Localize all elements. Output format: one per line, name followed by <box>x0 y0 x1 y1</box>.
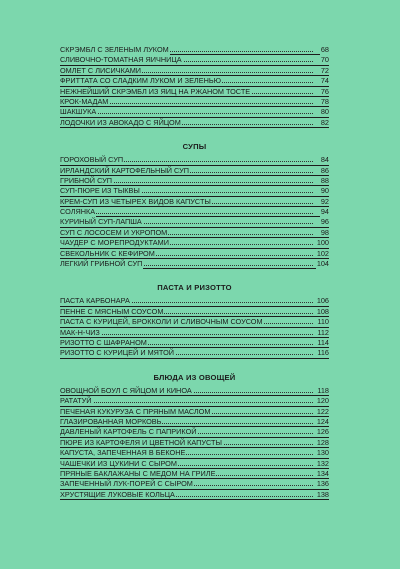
recipe-title: РИЗОТТО С КУРИЦЕЙ И МЯТОЙ <box>60 348 174 358</box>
toc-entry <box>60 328 329 338</box>
recipe-title: ПАСТА С КУРИЦЕЙ, БРОККОЛИ И СЛИВОЧНЫМ СОУСОМ <box>60 317 263 327</box>
page-number: 84 <box>320 155 329 165</box>
recipe-title: ФРИТТАТА СО СЛАДКИМ ЛУКОМ И ЗЕЛЕНЬЮ <box>60 76 222 86</box>
recipe-title: КРЕМ-СУП ИЗ ЧЕТЫРЕХ ВИДОВ КАПУСТЫ <box>60 196 211 206</box>
page-number: 86 <box>320 165 329 175</box>
toc-entry <box>60 97 329 107</box>
page-number: 136 <box>316 479 329 489</box>
toc-entry <box>60 307 329 317</box>
page-number: 74 <box>320 76 329 86</box>
table-of-contents <box>60 45 329 511</box>
toc-entry <box>60 228 329 238</box>
toc-entry <box>60 469 329 479</box>
toc-entry <box>60 348 329 358</box>
page-number: 102 <box>316 248 329 258</box>
recipe-title: ОВОЩНОЙ БОУЛ С ЯЙЦОМ И КИНОА <box>60 385 192 395</box>
page-number: 78 <box>320 96 329 106</box>
page-number: 114 <box>317 337 329 347</box>
page-number: 92 <box>320 196 329 206</box>
toc-entry <box>60 66 329 76</box>
toc-entry <box>60 459 329 469</box>
recipe-title: ХРУСТЯЩИЕ ЛУКОВЫЕ КОЛЬЦА <box>60 489 175 499</box>
toc-entry <box>60 76 329 86</box>
page-number: 134 <box>316 468 329 478</box>
toc-entry <box>60 155 329 165</box>
toc-entry <box>60 438 329 448</box>
recipe-title: СКРЭМБЛ С ЗЕЛЕНЫМ ЛУКОМ <box>60 45 169 54</box>
toc-entry <box>60 417 329 427</box>
page-number: 120 <box>316 396 329 406</box>
recipe-title: ГЛАЗИРОВАННАЯ МОРКОВЬ <box>60 416 162 426</box>
dot-leader <box>64 402 313 403</box>
toc-entry <box>60 249 329 259</box>
toc-entry <box>60 396 329 406</box>
toc-entry <box>60 55 329 65</box>
toc-entry <box>60 176 329 186</box>
page-number: 94 <box>320 207 329 217</box>
page-number: 132 <box>316 458 329 468</box>
recipe-title: НЕЖНЕЙШИЙ СКРЭМБЛ ИЗ ЯИЦ НА РЖАНОМ ТОСТЕ <box>60 86 251 96</box>
recipe-title: КУРИНЫЙ СУП-ЛАПША <box>60 217 142 227</box>
toc-entry <box>60 317 329 327</box>
recipe-title: ЧАШЕЧКИ ИЗ ЦУКИНИ С СЫРОМ <box>60 458 177 468</box>
recipe-title: КРОК-МАДАМ <box>60 96 109 106</box>
recipe-title: ПЕННЕ С МЯСНЫМ СОУСОМ <box>60 306 164 316</box>
toc-entry <box>60 166 329 176</box>
recipe-title: СУП С ЛОСОСЕМ И УКРОПОМ <box>60 227 168 237</box>
page-number: 138 <box>316 489 329 499</box>
recipe-title: ГОРОХОВЫЙ СУП <box>60 155 124 165</box>
recipe-title: ИРЛАНДСКИЙ КАРТОФЕЛЬНЫЙ СУП <box>60 165 189 175</box>
toc-entry <box>60 296 329 306</box>
page-number: 88 <box>320 175 329 185</box>
page-number: 112 <box>317 327 329 337</box>
page-number: 76 <box>320 86 329 96</box>
page-number: 124 <box>316 416 329 426</box>
recipe-title: ПЮРЕ ИЗ КАРТОФЕЛЯ И ЦВЕТНОЙ КАПУСТЫ <box>60 437 222 447</box>
toc-section <box>60 370 329 500</box>
toc-entry <box>60 45 329 55</box>
recipe-title: ШАКШУКА <box>60 107 97 117</box>
recipe-title: СЛИВОЧНО-ТОМАТНАЯ ЯИЧНИЦА <box>60 55 182 65</box>
toc-entry <box>60 197 329 207</box>
recipe-title: СУП-ПЮРЕ ИЗ ТЫКВЫ <box>60 186 140 196</box>
toc-entry <box>60 490 329 500</box>
section-heading: БЛЮДА ИЗ ОВОЩЕЙ <box>153 372 236 382</box>
toc-section <box>60 280 329 358</box>
toc-entry <box>60 207 329 217</box>
section-heading: ПАСТА И РИЗОТТО <box>157 283 232 293</box>
dot-leader <box>64 213 313 214</box>
page-number: 106 <box>316 296 329 306</box>
toc-entry <box>60 87 329 97</box>
recipe-title: РАТАТУЙ <box>60 396 92 406</box>
page-number: 90 <box>320 186 329 196</box>
page-number: 116 <box>317 348 329 358</box>
page-number: 128 <box>316 437 329 447</box>
toc-entry <box>60 259 329 269</box>
toc-entry <box>60 479 329 489</box>
page-number: 100 <box>316 238 329 248</box>
page-number: 70 <box>320 55 329 65</box>
toc-entry <box>60 217 329 227</box>
page-number: 82 <box>320 117 329 127</box>
toc-entry <box>60 448 329 458</box>
toc-entry <box>60 186 329 196</box>
recipe-title: ЧАУДЕР С МОРЕПРОДУКТАМИ <box>60 238 169 248</box>
page-number: 96 <box>320 217 329 227</box>
page-number: 98 <box>320 227 329 237</box>
recipe-title: ПРЯНЫЕ БАКЛАЖАНЫ С МЕДОМ НА ГРИЛЕ <box>60 468 216 478</box>
toc-entry <box>60 407 329 417</box>
page-number: 130 <box>316 448 329 458</box>
recipe-title: ГРИБНОЙ СУП <box>60 175 112 185</box>
page-number: 68 <box>320 45 329 54</box>
recipe-title: ЛЕГКИЙ ГРИБНОЙ СУП <box>60 259 143 269</box>
page-number: 72 <box>320 65 329 75</box>
recipe-title: КАПУСТА, ЗАПЕЧЕННАЯ В БЕКОНЕ <box>60 448 186 458</box>
recipe-title: ПАСТА КАРБОНАРА <box>60 296 130 306</box>
recipe-title: МАК-Н-ЧИЗ <box>60 327 100 337</box>
dot-leader <box>64 334 313 335</box>
toc-entry <box>60 427 329 437</box>
page-number: 104 <box>316 259 329 269</box>
recipe-title: ПЕЧЕНАЯ КУКУРУЗА С ПРЯНЫМ МАСЛОМ <box>60 406 211 416</box>
recipe-title: ОМЛЕТ С ЛИСИЧКАМИ <box>60 65 142 75</box>
recipe-title: СОЛЯНКА <box>60 207 96 217</box>
toc-entry <box>60 338 329 348</box>
toc-entry <box>60 118 329 128</box>
recipe-title: ЗАПЕЧЕННЫЙ ЛУК-ПОРЕЙ С СЫРОМ <box>60 479 193 489</box>
recipe-title: РИЗОТТО С ШАФРАНОМ <box>60 337 147 347</box>
recipe-title: СВЕКОЛЬНИК С КЕФИРОМ <box>60 248 155 258</box>
recipe-title: ДАВЛЕНЫЙ КАРТОФЕЛЬ С ПАПРИКОЙ <box>60 427 197 437</box>
page-number: 110 <box>317 317 329 327</box>
recipe-title: ЛОДОЧКИ ИЗ АВОКАДО С ЯЙЦОМ <box>60 117 181 127</box>
page-number: 126 <box>316 427 329 437</box>
toc-section <box>60 139 329 269</box>
toc-entry <box>60 386 329 396</box>
page-number: 108 <box>316 306 329 316</box>
section-heading: СУПЫ <box>182 142 207 152</box>
toc-section <box>60 45 329 128</box>
dot-leader <box>64 113 313 114</box>
page-number: 80 <box>320 107 329 117</box>
page-number: 122 <box>316 406 329 416</box>
toc-entry <box>60 107 329 117</box>
page-number: 118 <box>317 385 329 395</box>
toc-entry <box>60 238 329 248</box>
